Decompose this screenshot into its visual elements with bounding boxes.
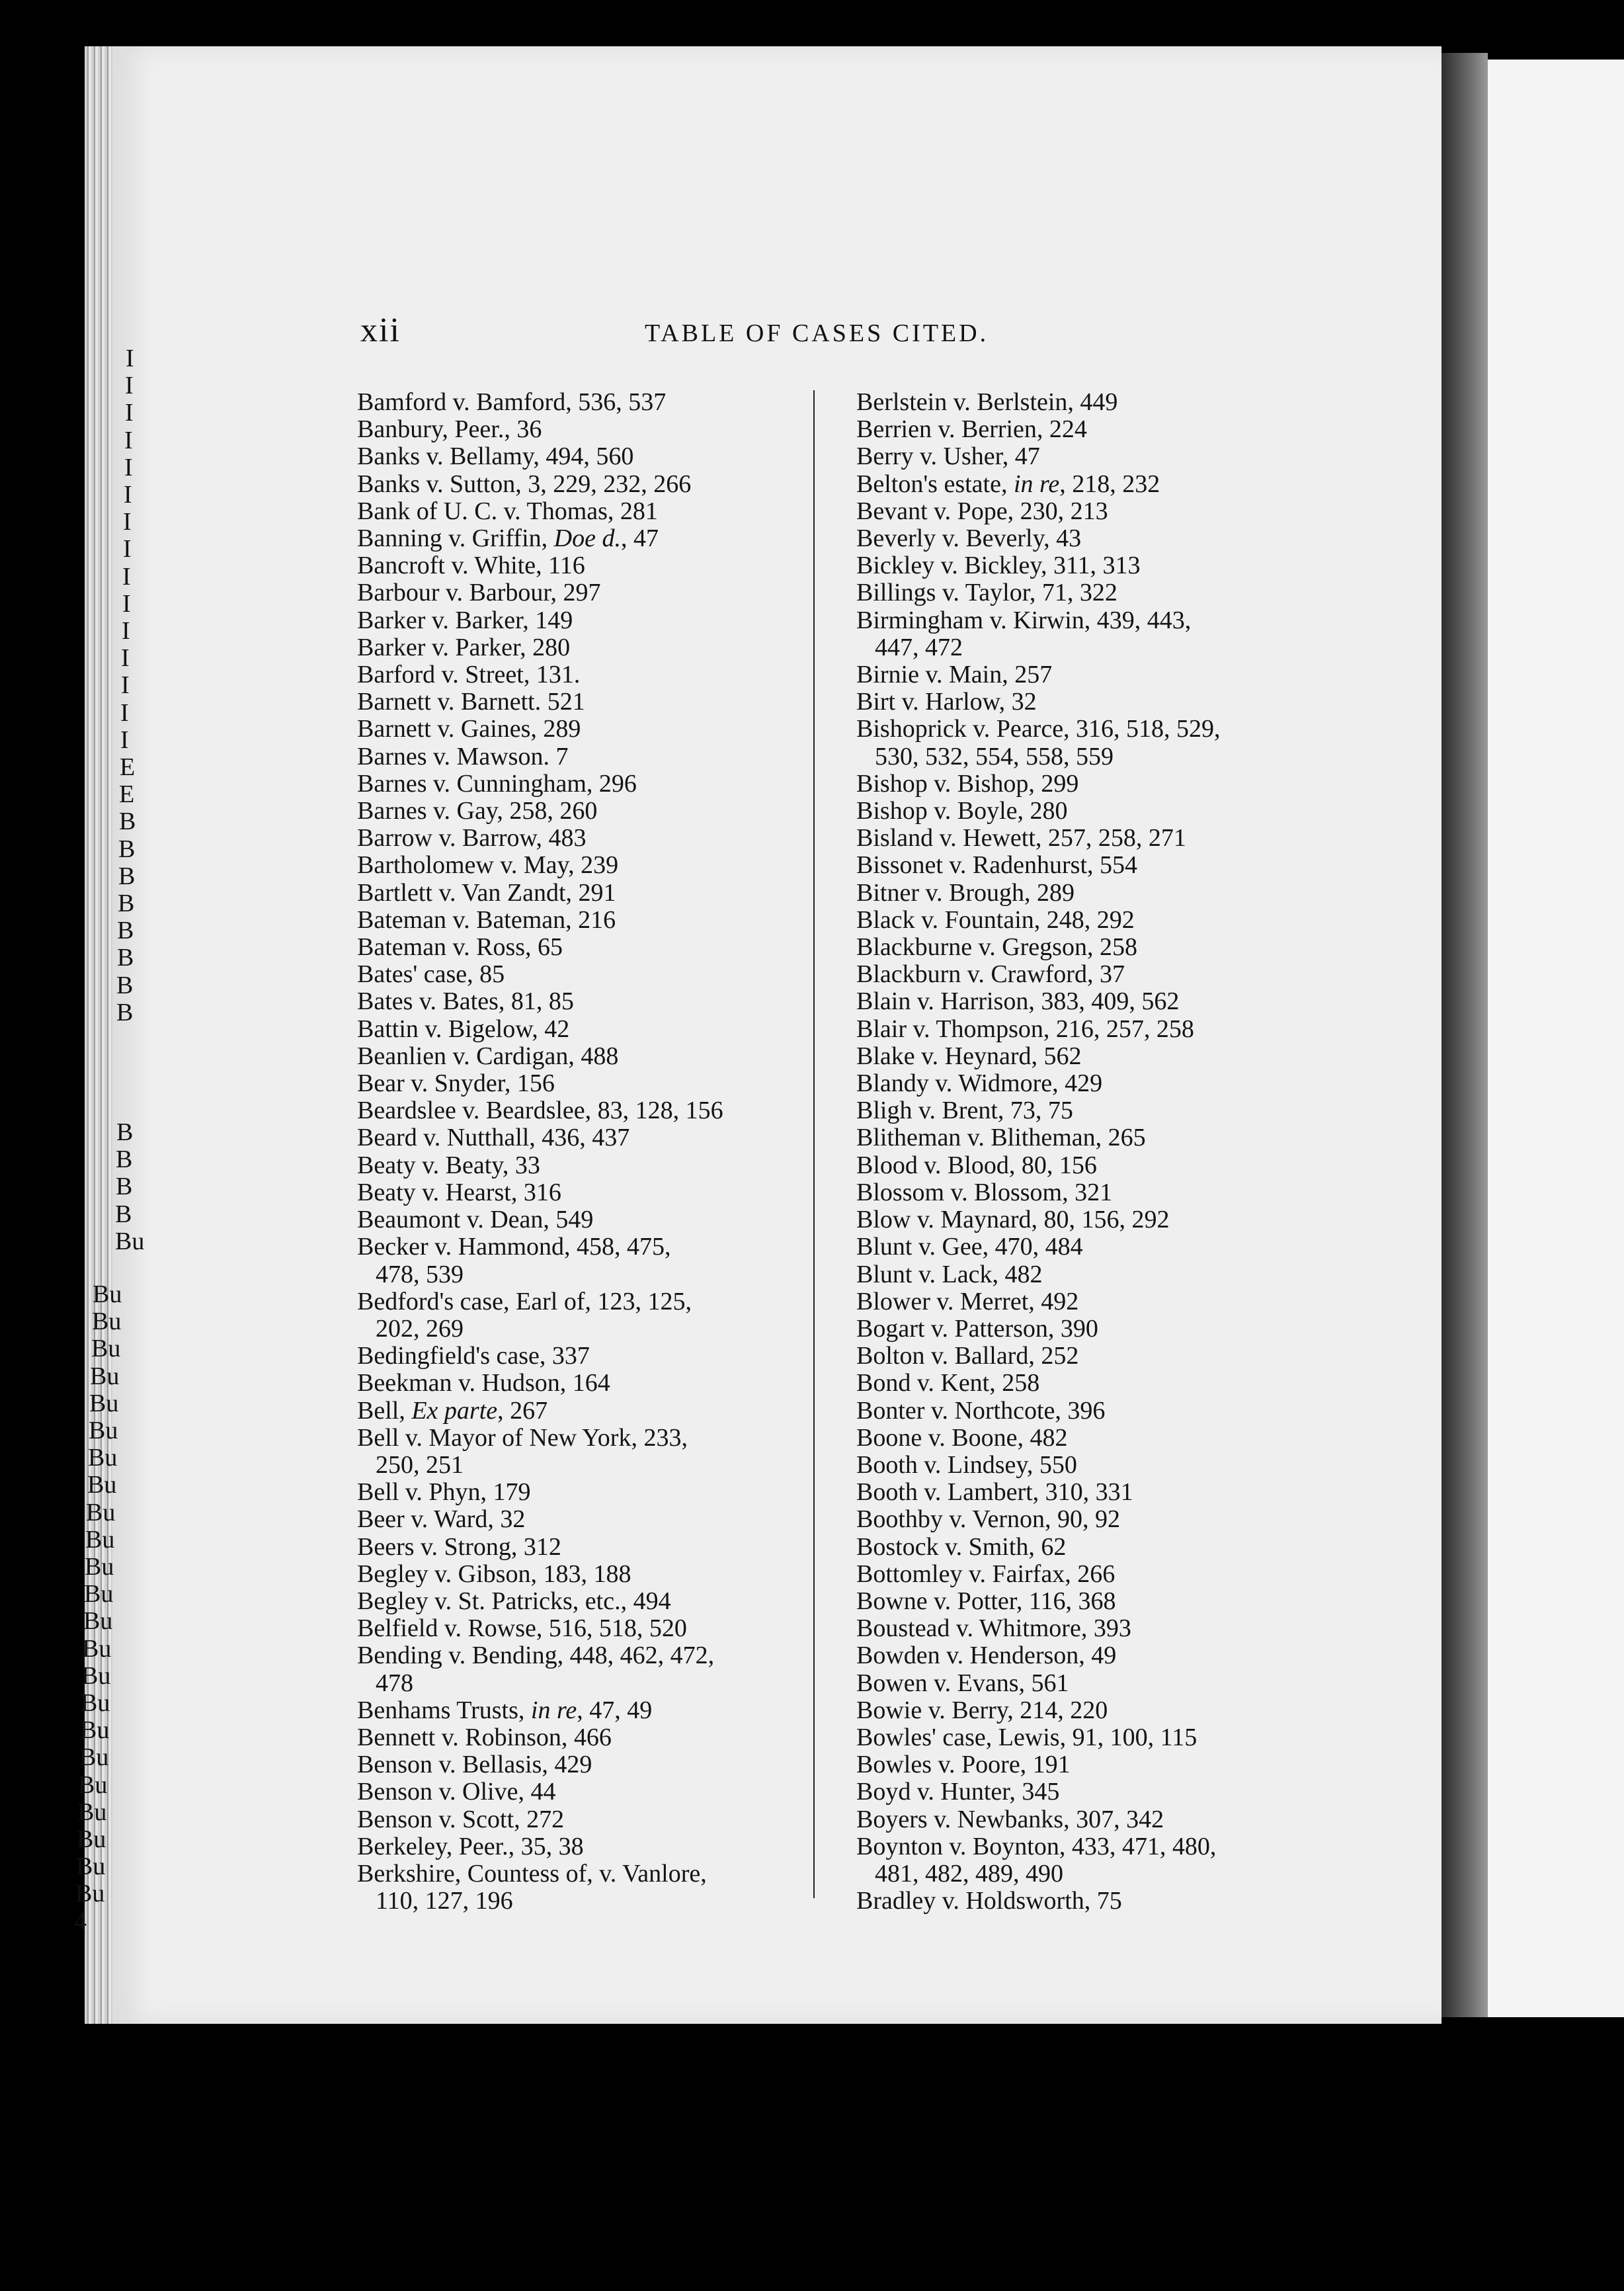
case-entry-text: Bishop v. Bishop, 299	[856, 769, 1079, 798]
case-entry-text: Benson v. Bellasis, 429	[357, 1751, 592, 1779]
next-page-letter: I	[124, 453, 133, 481]
case-entry	[357, 1288, 780, 1343]
next-page-letter: B	[118, 835, 136, 863]
next-page-letter: I	[122, 589, 131, 618]
case-entry-text: Berkeley, Peer., 35, 38	[357, 1832, 584, 1860]
case-entry-continuation: 481, 482, 489, 490	[875, 1859, 1063, 1888]
next-page-letter: B	[116, 971, 134, 999]
case-entry	[357, 498, 780, 525]
case-entry	[357, 552, 780, 579]
case-entry	[856, 416, 1306, 443]
case-entry-text: Barford v. Street, 131.	[357, 661, 581, 689]
next-page-letter: Bu	[82, 1634, 112, 1663]
case-entry-text: Bishop v. Boyle, 280	[856, 797, 1068, 825]
case-entry-text: Bottomley v. Fairfax, 266	[856, 1560, 1116, 1588]
case-entry-text: Berrien v. Berrien, 224	[856, 415, 1087, 444]
next-page-letter: I	[123, 508, 132, 536]
case-entry-continuation: 250, 251	[376, 1450, 464, 1479]
case-entry	[856, 1016, 1306, 1043]
case-entry-text: Berlstein v. Berlstein, 449	[856, 388, 1118, 416]
case-entry	[357, 688, 780, 716]
next-page-letter: 4	[74, 1907, 87, 1935]
next-page-letter: E	[120, 753, 136, 781]
case-entry-italic: in re	[530, 1696, 577, 1724]
case-entry	[856, 1670, 1306, 1697]
case-entry	[856, 688, 1306, 716]
case-entry-text: Battin v. Bigelow, 42	[357, 1015, 570, 1043]
next-page-letter: Bu	[92, 1308, 122, 1336]
case-entry-text: Beer v. Ward, 32	[357, 1505, 526, 1534]
case-entry-pages: , 47, 49	[577, 1696, 653, 1724]
case-entry	[856, 988, 1306, 1015]
case-entry-text: Bond v. Kent, 258	[856, 1369, 1040, 1397]
case-entry-text: Belfield v. Rowse, 516, 518, 520	[357, 1614, 687, 1643]
case-entry	[856, 1642, 1306, 1669]
case-entry	[856, 852, 1306, 879]
case-entry-text: Bamford v. Bamford, 536, 537	[357, 388, 667, 416]
next-page-letter: B	[117, 944, 134, 972]
next-page-letter: B	[119, 808, 136, 836]
case-entry-text: Boynton v. Boynton, 433, 471, 480,	[856, 1832, 1217, 1860]
case-entry	[856, 1534, 1306, 1561]
case-entry	[357, 1479, 780, 1506]
next-page-letter: I	[123, 535, 132, 563]
right-column	[856, 389, 1306, 1915]
case-entry	[357, 416, 780, 443]
case-entry-text: Banks v. Sutton, 3, 229, 232, 266	[357, 470, 692, 498]
next-page-letter: I	[122, 562, 131, 591]
case-entry	[357, 880, 780, 907]
next-page-letter: B	[116, 998, 134, 1026]
case-entry	[357, 907, 780, 934]
case-entry-text: Blain v. Harrison, 383, 409, 562	[856, 987, 1180, 1016]
case-entry-text: Blake v. Heynard, 562	[856, 1042, 1082, 1070]
next-page-letter: I	[120, 726, 129, 754]
case-entry	[357, 471, 780, 498]
case-entry-text: Blower v. Merret, 492	[856, 1287, 1079, 1315]
case-entry-text: Bartlett v. Van Zandt, 291	[357, 878, 616, 907]
case-entry-continuation: 478, 539	[376, 1260, 464, 1288]
case-entry-text: Beverly v. Beverly, 43	[856, 524, 1082, 553]
case-entry	[856, 1452, 1306, 1479]
case-entry	[856, 1261, 1306, 1288]
case-entry-text: Benson v. Scott, 272	[357, 1805, 565, 1833]
case-entry	[856, 552, 1306, 579]
case-entry	[856, 1615, 1306, 1642]
case-entry-text: Bancroft v. White, 116	[357, 552, 585, 580]
case-entry	[357, 607, 780, 634]
case-entry-text: Barker v. Parker, 280	[357, 633, 571, 661]
case-entry	[856, 1588, 1306, 1615]
case-entry-italic: in re	[1013, 470, 1060, 498]
case-entry	[856, 607, 1306, 661]
next-page-letter: Bu	[84, 1580, 114, 1608]
case-entry	[357, 1588, 780, 1615]
next-page-letter: Bu	[85, 1525, 115, 1554]
next-page-letter: Bu	[89, 1389, 119, 1417]
case-entry	[357, 1833, 780, 1860]
case-entry-text: Begley v. St. Patricks, etc., 494	[357, 1587, 671, 1615]
case-entry-text: Bonter v. Northcote, 396	[856, 1396, 1106, 1425]
case-entry-text: Blackburne v. Gregson, 258	[856, 933, 1137, 962]
next-page-letter: B	[118, 890, 135, 917]
case-entry-text: Barnett v. Gaines, 289	[357, 715, 581, 743]
case-entry	[357, 1642, 780, 1696]
case-entry	[357, 934, 780, 961]
case-entry-text: Boyers v. Newbanks, 307, 342	[856, 1805, 1164, 1833]
next-page-letter: Bu	[91, 1335, 121, 1363]
case-entry	[357, 1097, 780, 1124]
case-entry	[856, 1070, 1306, 1097]
case-entry-text: Barnett v. Barnett. 521	[357, 688, 585, 716]
case-entry	[856, 1206, 1306, 1233]
case-entry	[856, 1397, 1306, 1425]
case-entry-text: Beard v. Nutthall, 436, 437	[357, 1124, 630, 1152]
case-entry-text: Bradley v. Holdsworth, 75	[856, 1887, 1122, 1915]
case-entry	[357, 825, 780, 852]
case-entry	[357, 1697, 780, 1724]
case-entry-text: Beekman v. Hudson, 164	[357, 1369, 610, 1397]
case-entry-text: Bell v. Mayor of New York, 233,	[357, 1423, 688, 1452]
case-entry	[357, 661, 780, 688]
case-entry	[357, 1561, 780, 1588]
case-entry	[856, 1833, 1306, 1888]
case-entry	[856, 1370, 1306, 1397]
next-page-letter: I	[124, 426, 133, 454]
next-page-letter: Bu	[87, 1471, 117, 1499]
case-entry	[357, 1751, 780, 1778]
next-page-letter: I	[122, 617, 130, 645]
next-page-letter: I	[120, 698, 129, 727]
case-entry	[856, 1097, 1306, 1124]
case-entry-continuation: 478	[376, 1669, 413, 1697]
case-entry-text: Belton's estate,	[856, 470, 1014, 498]
case-entry-continuation: 447, 472	[875, 633, 963, 661]
next-page-letter: B	[115, 1200, 132, 1228]
next-page-letter: I	[126, 345, 134, 372]
case-entry	[357, 1070, 780, 1097]
case-entry-text: Bell v. Phyn, 179	[357, 1478, 531, 1507]
case-entry	[856, 661, 1306, 688]
case-entry-text: Bligh v. Brent, 73, 75	[856, 1097, 1073, 1125]
case-entry-text: Banks v. Bellamy, 494, 560	[357, 442, 634, 471]
case-entry-continuation: 110, 127, 196	[376, 1887, 513, 1915]
case-entry	[856, 880, 1306, 907]
page-number: xii	[360, 312, 401, 349]
case-entry	[856, 771, 1306, 798]
next-page-letter: Bu	[81, 1689, 110, 1717]
case-entry	[357, 852, 780, 879]
next-page-letter: Bu	[76, 1853, 106, 1881]
case-entry	[856, 443, 1306, 470]
next-page-letter: Bu	[83, 1607, 113, 1636]
next-page-letter: Bu	[86, 1498, 116, 1526]
case-entry	[856, 1315, 1306, 1343]
case-entry	[357, 771, 780, 798]
case-entry-text: Banning v. Griffin,	[357, 524, 554, 553]
case-entry	[357, 1343, 780, 1370]
case-entry-text: Bowles v. Poore, 191	[856, 1751, 1071, 1779]
case-entry	[357, 1534, 780, 1561]
next-page-letter: I	[124, 481, 132, 509]
case-entry-text: Beaty v. Beaty, 33	[357, 1151, 540, 1179]
case-entry	[357, 1206, 780, 1233]
case-entry-text: Berkshire, Countess of, v. Vanlore,	[357, 1859, 707, 1888]
next-page-letter: Bu	[85, 1553, 114, 1581]
case-entry	[856, 907, 1306, 934]
case-entry-text: Blunt v. Lack, 482	[856, 1260, 1043, 1288]
next-page-letter: I	[125, 372, 134, 400]
case-entry-text: Blackburn v. Crawford, 37	[856, 960, 1125, 989]
case-entry	[357, 1860, 780, 1915]
case-entry	[357, 1124, 780, 1151]
case-entry-text: Becker v. Hammond, 458, 475,	[357, 1233, 671, 1261]
case-entry-text: Booth v. Lindsey, 550	[856, 1450, 1077, 1479]
case-entry	[856, 825, 1306, 852]
case-entry	[856, 1561, 1306, 1588]
case-entry-text: Bateman v. Bateman, 216	[357, 905, 616, 934]
case-entry	[856, 1506, 1306, 1533]
case-entry-text: Barrow v. Barrow, 483	[357, 824, 587, 853]
case-entry	[357, 1233, 780, 1288]
case-entry-text: Bowden v. Henderson, 49	[856, 1642, 1117, 1670]
case-entry-text: Blunt v. Gee, 470, 484	[856, 1233, 1083, 1261]
case-entry-text: Bates' case, 85	[357, 960, 505, 989]
case-entry-text: Banbury, Peer., 36	[357, 415, 542, 444]
case-entry-text: Beaumont v. Dean, 549	[357, 1206, 594, 1234]
next-page-letter: I	[125, 399, 134, 427]
case-entry-text: Blitheman v. Blitheman, 265	[856, 1124, 1146, 1152]
case-entry	[856, 1778, 1306, 1806]
case-entry	[856, 498, 1306, 525]
next-page-letter: Bu	[77, 1798, 107, 1826]
case-entry-italic: Doe d.	[553, 524, 621, 553]
next-page-letter: Bu	[88, 1444, 118, 1472]
case-entry	[856, 1806, 1306, 1833]
gutter-shadow	[1441, 53, 1488, 2017]
case-entry-text: Bowie v. Berry, 214, 220	[856, 1696, 1108, 1724]
case-entry-text: Billings v. Taylor, 71, 322	[856, 579, 1117, 607]
case-entry-text: Boothby v. Vernon, 90, 92	[856, 1505, 1120, 1534]
case-entry	[856, 1288, 1306, 1315]
next-page-letter: I	[121, 671, 130, 700]
case-entry-text: Barnes v. Gay, 258, 260	[357, 797, 598, 825]
next-page-letter: B	[116, 1118, 134, 1146]
case-entry-continuation: 202, 269	[376, 1314, 464, 1343]
case-entry	[856, 798, 1306, 825]
case-entry	[856, 1724, 1306, 1751]
case-entry	[856, 525, 1306, 552]
next-page-letter: B	[116, 1173, 133, 1201]
case-entry	[357, 1724, 780, 1751]
case-entry-text: Beers v. Strong, 312	[357, 1532, 561, 1561]
case-entry-text: Barnes v. Cunningham, 296	[357, 769, 637, 798]
next-page-letter: B	[118, 862, 136, 890]
case-entry	[357, 988, 780, 1015]
next-page-letter: B	[117, 917, 134, 945]
case-entry-text: Bear v. Snyder, 156	[357, 1069, 555, 1098]
case-entry-text: Birmingham v. Kirwin, 439, 443,	[856, 606, 1192, 634]
case-entry-text: Bostock v. Smith, 62	[856, 1532, 1067, 1561]
case-entry-text: Bishoprick v. Pearce, 316, 518, 529,	[856, 715, 1221, 743]
case-entry	[856, 1124, 1306, 1151]
case-entry-text: Bickley v. Bickley, 311, 313	[856, 552, 1141, 580]
case-entry-text: Bateman v. Ross, 65	[357, 933, 563, 962]
case-entry-text: Bowles' case, Lewis, 91, 100, 115	[856, 1723, 1198, 1751]
case-entry	[357, 743, 780, 771]
case-entry-text: Barbour v. Barbour, 297	[357, 579, 601, 607]
case-entry	[357, 1370, 780, 1397]
next-page-letter: Bu	[80, 1716, 110, 1745]
case-entry	[357, 1016, 780, 1043]
case-entry	[856, 1697, 1306, 1724]
case-entry-text: Blow v. Maynard, 80, 156, 292	[856, 1206, 1170, 1234]
case-entry-text: Bennett v. Robinson, 466	[357, 1723, 612, 1751]
case-entry-continuation: 530, 532, 554, 558, 559	[875, 742, 1114, 771]
case-entry	[856, 934, 1306, 961]
case-entry	[856, 961, 1306, 988]
case-entry	[357, 798, 780, 825]
column-rule	[813, 390, 815, 1898]
case-entry-text: Bowen v. Evans, 561	[856, 1669, 1069, 1697]
case-entry-text: Bitner v. Brough, 289	[856, 878, 1075, 907]
next-page-letter: Bu	[89, 1417, 118, 1444]
case-entry-text: Benson v. Olive, 44	[357, 1778, 556, 1806]
case-entry	[357, 443, 780, 470]
case-entry-italic: Ex parte	[411, 1396, 498, 1425]
case-entry-text: Boone v. Boone, 482	[856, 1423, 1068, 1452]
case-entry	[357, 1506, 780, 1533]
next-page-letter: Bu	[79, 1743, 109, 1772]
case-entry	[357, 1806, 780, 1833]
case-entry-text: Beardslee v. Beardslee, 83, 128, 156	[357, 1097, 723, 1125]
next-page-letter: B	[116, 1146, 133, 1174]
case-entry-text: Bank of U. C. v. Thomas, 281	[357, 497, 658, 525]
case-entry	[856, 1043, 1306, 1070]
case-entry-text: Black v. Fountain, 248, 292	[856, 905, 1135, 934]
case-entry-text: Bates v. Bates, 81, 85	[357, 987, 574, 1016]
case-entry	[856, 471, 1306, 498]
next-page-letter: Bu	[93, 1280, 122, 1308]
case-entry	[357, 579, 780, 606]
case-entry-pages: , 47	[620, 524, 659, 553]
case-entry	[357, 1397, 780, 1425]
case-entry-text: Bell,	[357, 1396, 412, 1425]
next-page-letter: Bu	[81, 1661, 111, 1690]
case-entry	[357, 525, 780, 552]
case-entry-text: Bartholomew v. May, 239	[357, 851, 619, 880]
case-entry	[856, 1343, 1306, 1370]
case-entry	[856, 716, 1306, 770]
case-entry-text: Benhams Trusts,	[357, 1696, 531, 1724]
case-entry-text: Bissonet v. Radenhurst, 554	[856, 851, 1138, 880]
case-entry-text: Barnes v. Mawson. 7	[357, 742, 569, 771]
case-entry-text: Bogart v. Patterson, 390	[856, 1314, 1098, 1343]
case-entry-text: Bisland v. Hewett, 257, 258, 271	[856, 824, 1186, 853]
case-entry-text: Blossom v. Blossom, 321	[856, 1178, 1113, 1206]
case-entry-text: Bending v. Bending, 448, 462, 472,	[357, 1642, 715, 1670]
next-page-letter: Bu	[77, 1825, 106, 1853]
case-entry	[856, 1425, 1306, 1452]
next-page-letter: Bu	[115, 1227, 145, 1255]
case-entry-text: Blandy v. Widmore, 429	[856, 1069, 1103, 1098]
next-page-letter: E	[119, 780, 135, 809]
case-entry	[357, 634, 780, 661]
case-entry-text: Bedford's case, Earl of, 123, 125,	[357, 1287, 692, 1315]
case-entry-pages: , 267	[497, 1396, 548, 1425]
case-entry	[357, 1043, 780, 1070]
case-entry	[856, 1751, 1306, 1778]
case-entry	[357, 961, 780, 988]
case-entry-text: Blood v. Blood, 80, 156	[856, 1151, 1097, 1179]
case-entry-text: Bolton v. Ballard, 252	[856, 1342, 1079, 1370]
case-entry	[357, 389, 780, 416]
case-entry	[357, 1179, 780, 1206]
case-entry	[856, 1152, 1306, 1179]
case-entry-text: Booth v. Lambert, 310, 331	[856, 1478, 1133, 1507]
case-entry-text: Beaty v. Hearst, 316	[357, 1178, 561, 1206]
case-entry	[856, 1479, 1306, 1506]
case-entry	[357, 716, 780, 743]
running-head: TABLE OF CASES CITED.	[645, 319, 989, 347]
case-entry	[357, 1425, 780, 1479]
case-entry-text: Beanlien v. Cardigan, 488	[357, 1042, 619, 1070]
case-entry-text: Berry v. Usher, 47	[856, 442, 1040, 471]
case-entry-text: Barker v. Barker, 149	[357, 606, 573, 634]
case-entry	[856, 389, 1306, 416]
case-entry	[856, 1179, 1306, 1206]
case-entry	[856, 579, 1306, 606]
case-entry-text: Boyd v. Hunter, 345	[856, 1778, 1060, 1806]
case-entry	[357, 1778, 780, 1806]
next-page-letter: Bu	[75, 1880, 105, 1908]
case-entry	[856, 1233, 1306, 1261]
case-entry-text: Boustead v. Whitmore, 393	[856, 1614, 1131, 1643]
case-entry-text: Bevant v. Pope, 230, 213	[856, 497, 1108, 525]
case-entry-text: Bowne v. Potter, 116, 368	[856, 1587, 1116, 1615]
case-entry	[357, 1152, 780, 1179]
case-entry-text: Bedingfield's case, 337	[357, 1342, 590, 1370]
case-entry-text: Birt v. Harlow, 32	[856, 688, 1037, 716]
next-page-letter: Bu	[90, 1362, 120, 1390]
case-entry-text: Blair v. Thompson, 216, 257, 258	[856, 1015, 1194, 1043]
next-page-letter: Bu	[78, 1770, 108, 1799]
case-entry-text: Birnie v. Main, 257	[856, 661, 1053, 689]
case-entry-pages: , 218, 232	[1059, 470, 1160, 498]
case-entry	[357, 1615, 780, 1642]
next-page-letter: I	[121, 644, 130, 673]
case-entry-text: Begley v. Gibson, 183, 188	[357, 1560, 631, 1588]
left-column	[357, 389, 780, 1915]
case-entry	[856, 1888, 1306, 1915]
